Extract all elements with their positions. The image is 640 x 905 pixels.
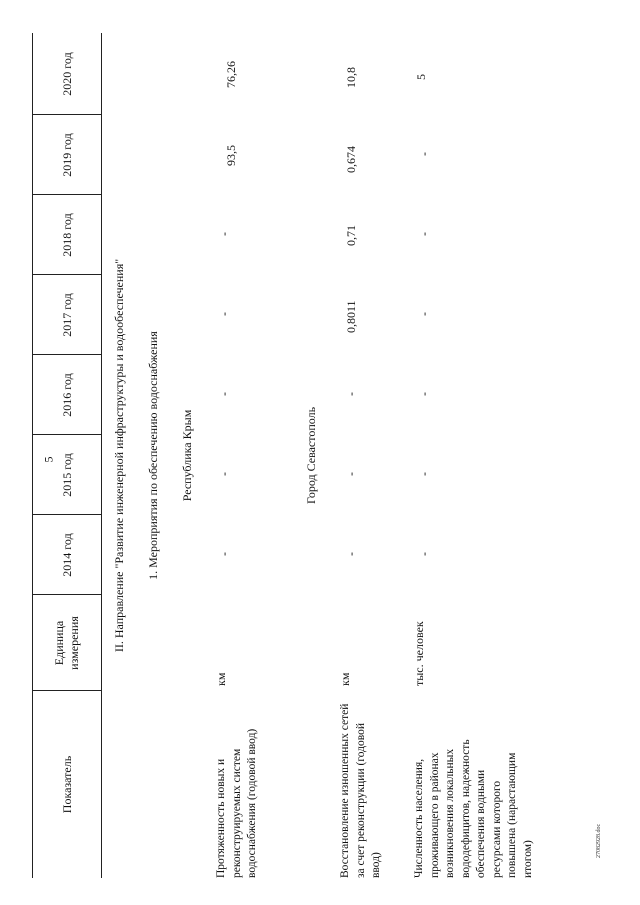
value-2018: 0,71	[344, 225, 358, 246]
header-unit-line1: Единица	[52, 620, 66, 666]
row-unit: тыс. человек	[412, 621, 426, 686]
value-2019: 93,5	[224, 145, 238, 166]
header-unit	[33, 595, 101, 691]
header-year-2017: 2017 год	[59, 293, 74, 337]
value-2015: -	[417, 472, 431, 476]
header-unit-line2: измерения	[67, 616, 81, 670]
section-title: II. Направление "Развитие инженерной инфраструктуры и водообеспечения"	[112, 258, 126, 653]
value-2020: 76,26	[224, 61, 238, 88]
document-filename: 27082928.doc	[596, 823, 602, 858]
header-indicator: Показатель	[59, 755, 74, 814]
data-table	[32, 33, 592, 878]
value-2014: -	[217, 552, 231, 556]
header-year-2018: 2018 год	[59, 213, 74, 257]
subsection-title: 1. Мероприятия по обеспечению водоснабжения	[146, 331, 160, 580]
region-title-sevastopol: Город Севастополь	[304, 406, 318, 505]
region-title-crimea: Республика Крым	[180, 409, 194, 502]
value-2017: -	[217, 312, 231, 316]
value-2020: 5	[414, 74, 428, 80]
value-2016: -	[344, 392, 358, 396]
value-2015: -	[344, 472, 358, 476]
value-2020: 10,8	[344, 67, 358, 88]
value-2018: -	[417, 232, 431, 236]
row-unit: км	[338, 672, 352, 686]
value-2017: 0,8011	[344, 300, 358, 333]
value-2016: -	[217, 392, 231, 396]
value-2014: -	[417, 552, 431, 556]
row-unit: км	[214, 672, 228, 686]
value-2019: 0,674	[344, 146, 358, 173]
value-2014: -	[344, 552, 358, 556]
value-2017: -	[417, 312, 431, 316]
value-2015: -	[217, 472, 231, 476]
value-2018: -	[217, 232, 231, 236]
row-label: Протяженность новых и реконструируемых систем водоснабжения (годовой ввод)	[215, 728, 258, 878]
row-label: Численность населения, проживающего в районах возникновения локальных вододефицитов, надежность обеспечения водными ресурсами которого повышена (нарастающим итогом)	[413, 739, 534, 878]
header-year-2020: 2020 год	[59, 52, 74, 96]
header-year-2014: 2014 год	[59, 533, 74, 577]
header-year-2019: 2019 год	[59, 133, 74, 177]
row-label: Восстановление изношенных сетей за счет реконструкции (годовой ввод)	[339, 703, 382, 878]
value-2019: -	[417, 152, 431, 156]
page-number: 5	[41, 456, 56, 463]
value-2016: -	[417, 392, 431, 396]
table-header-row	[32, 33, 102, 878]
header-year-2016: 2016 год	[59, 373, 74, 417]
header-year-2015: 2015 год	[59, 453, 74, 497]
